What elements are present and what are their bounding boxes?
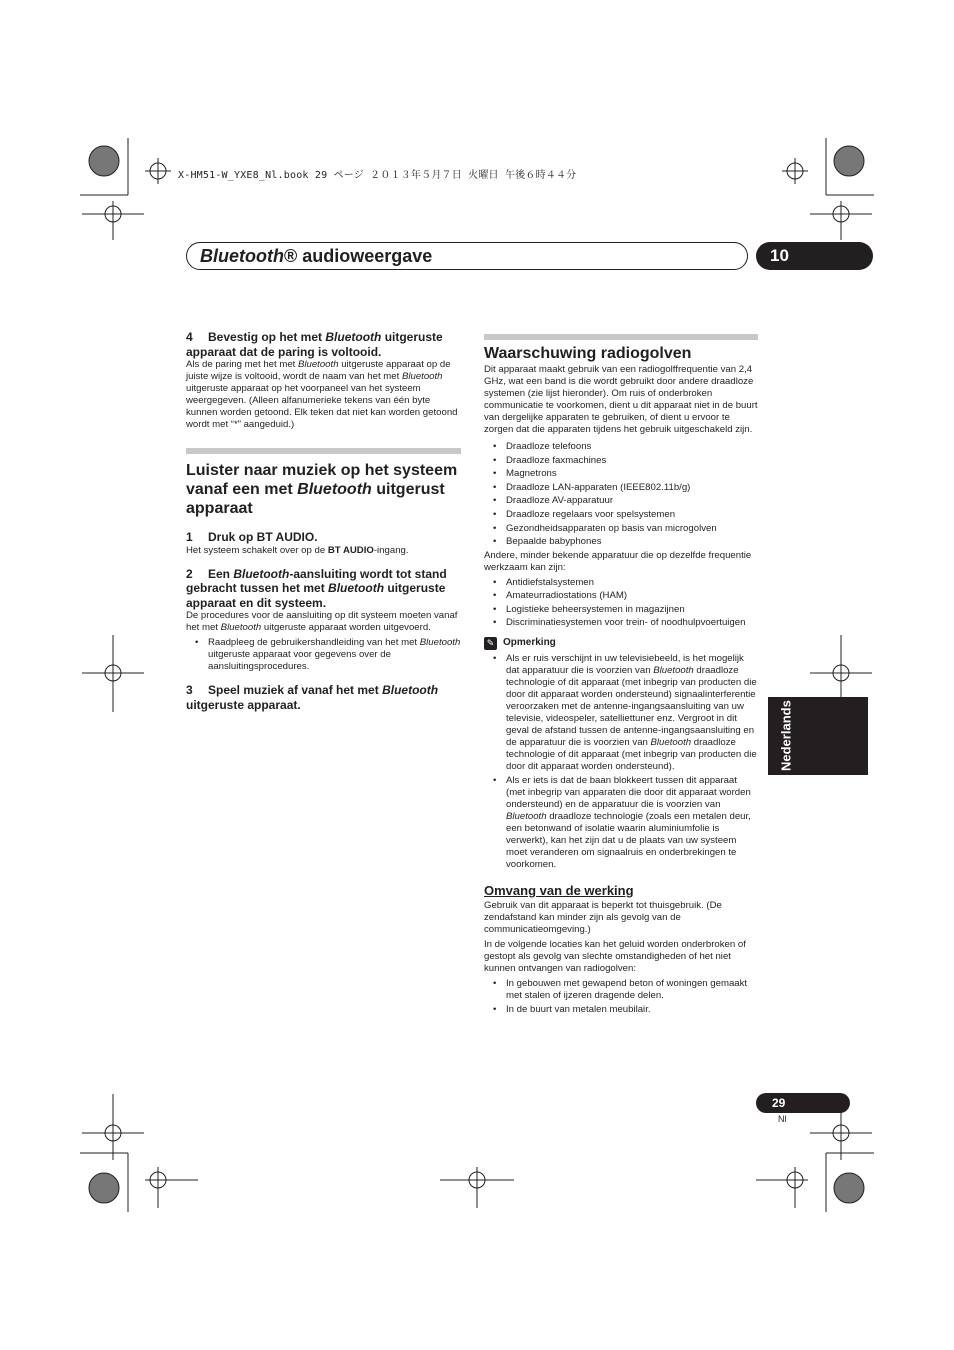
- list-item: • Draadloze telefoons: [484, 440, 758, 454]
- list-item: • Amateurradiostations (HAM): [484, 590, 758, 602]
- list-item: • Draadloze regelaars voor spelsystemen: [484, 508, 758, 522]
- language-side-tab: Nederlands: [768, 697, 868, 775]
- step-1-heading: 1 Druk op BT AUDIO.: [186, 530, 318, 544]
- note-icon: ✎: [484, 637, 497, 650]
- list-item: • Draadloze LAN-apparaten (IEEE802.11b/g): [484, 481, 758, 495]
- list-item: • Logistieke beheersystemen in magazijnen: [484, 604, 758, 616]
- list-item: • Magnetrons: [484, 467, 758, 481]
- list-item: • Antidiefstalsystemen: [484, 577, 758, 589]
- list-item: • Raadpleeg de gebruikershandleiding van het met Bluetooth uitgeruste apparaat voor gegevens over de aansluitingsprocedures.: [186, 637, 461, 673]
- list-item: • Als er iets is dat de baan blokkeert tussen dit apparaat (met inbegrip van apparaten die door dit apparaat worden ondersteund) en de apparatuur die is voorzien van Bluetooth draadloze technologie (zoals een metalen deur, een betonwand of isolatie waarin aluminiumfolie is verwerkt), kan het zijn dat u de plaats van uw systeem moet veranderen om signaalruis en onderbrekingen te voorkomen.: [484, 775, 758, 871]
- chapter-number: 10: [756, 242, 873, 270]
- radio-intro: Dit apparaat maakt gebruik van een radiogolffrequentie van 2,4 GHz, wat een band is die wordt gebruikt door andere draadloze systemen (zie lijst hieronder). Om ruis of onderbroken communicatie te voorkomen, dient u dit apparaat niet in de buurt van dergelijke apparaten te gebruiken, of dient u ervoor te zorgen dat die apparaten tijdens het gebruik uitgeschakeld zijn.: [484, 364, 758, 435]
- file-header: X-HM51-W_YXE8_Nl.book 29 ページ ２０１３年５月７日 火曜日 午後６時４４分: [178, 170, 577, 181]
- section-title-radio-warning: Waarschuwing radiogolven: [484, 345, 692, 362]
- other-devices-intro: Andere, minder bekende apparatuur die op dezelfde frequentie werkzaam kan zijn:: [484, 549, 752, 573]
- list-item: • Draadloze faxmachines: [484, 454, 758, 468]
- subsection-title-range: Omvang van de werking: [484, 883, 634, 899]
- language-code: Nl: [778, 1114, 787, 1124]
- other-device-list: [484, 577, 758, 630]
- right-column: [484, 334, 758, 1016]
- list-item: • Bepaalde babyphones: [484, 535, 758, 549]
- interference-device-list: [484, 440, 758, 549]
- note-list: [484, 653, 758, 871]
- left-column: [186, 330, 461, 712]
- section-rule: [484, 334, 758, 340]
- list-item: • Als er ruis verschijnt in uw televisiebeeld, is het mogelijk dat apparatuur die is voorzien van Bluetooth draadloze technologie of dit apparaat (met inbegrip van producten die door dit apparaat worden ondersteund) signaalinterferentie veroorzaken met de antenne-ingangsaansluiting van uw televisie, videospeler, satelliettuner enz. Vergroot in dit geval de afstand tussen de antenne-ingangsaansluiting en de apparatuur die is voorzien van Bluetooth draadloze technologie of dit apparaat (met inbegrip van producten die door dit apparaat worden ondersteund).: [484, 653, 758, 773]
- note-heading: ✎ Opmerking: [484, 636, 758, 650]
- step-4-heading: 4 Bevestig op het met Bluetooth uitgeruste apparaat dat de paring is voltooid.: [186, 330, 443, 359]
- step-2-heading: 2 Een Bluetooth-aansluiting wordt tot stand gebracht tussen het met Bluetooth uitgeruste apparaat en dit systeem.: [186, 566, 447, 610]
- step-1-body: Het systeem schakelt over op de BT AUDIO-ingang.: [186, 544, 409, 556]
- list-item: • Draadloze AV-apparatuur: [484, 494, 758, 508]
- range-paragraph-1: Gebruik van dit apparaat is beperkt tot thuisgebruik. (De zendafstand kan minder zijn als gevolg van de communicatieomgeving.): [484, 900, 722, 936]
- range-paragraph-2: In de volgende locaties kan het geluid worden onderbroken of gestopt als gevolg van slechte omstandigheden of het niet kunnen ontvangen van radiogolven:: [484, 939, 746, 975]
- list-item: • Gezondheidsapparaten op basis van microgolven: [484, 522, 758, 536]
- step-4-body: Als de paring met het met Bluetooth uitgeruste apparaat op de juiste wijze is voltooid, wordt de naam van het met Bluetooth uitgeruste apparaat op het voorpaneel van het systeem weergegeven. (Alleen alfanumerieke tekens van één byte kunnen worden getoond. Elk teken dat niet kan worden getoond wordt met “*” aangeduid.): [186, 359, 458, 430]
- range-location-list: [484, 978, 758, 1016]
- section-title-listen: Luister naar muziek op het systeem vanaf een met Bluetooth uitgerust apparaat: [186, 462, 458, 517]
- page-number: 29: [756, 1093, 850, 1113]
- page-title: Bluetooth® audioweergave: [200, 246, 433, 266]
- list-item: • In de buurt van metalen meubilair.: [484, 1004, 758, 1016]
- section-rule: [186, 448, 461, 454]
- list-item: • In gebouwen met gewapend beton of woningen gemaakt met stalen of ijzeren dragende delen.: [484, 978, 758, 1002]
- step-3-heading: 3 Speel muziek af vanaf het met Bluetooth uitgeruste apparaat.: [186, 683, 439, 712]
- step-2-body: De procedures voor de aansluiting op dit systeem moeten vanaf het met Bluetooth uitgeruste apparaat worden uitgevoerd.: [186, 610, 458, 633]
- list-item: • Discriminatiesystemen voor trein- of noodhulpvoertuigen: [484, 617, 758, 629]
- step-2-bullets: [186, 637, 461, 673]
